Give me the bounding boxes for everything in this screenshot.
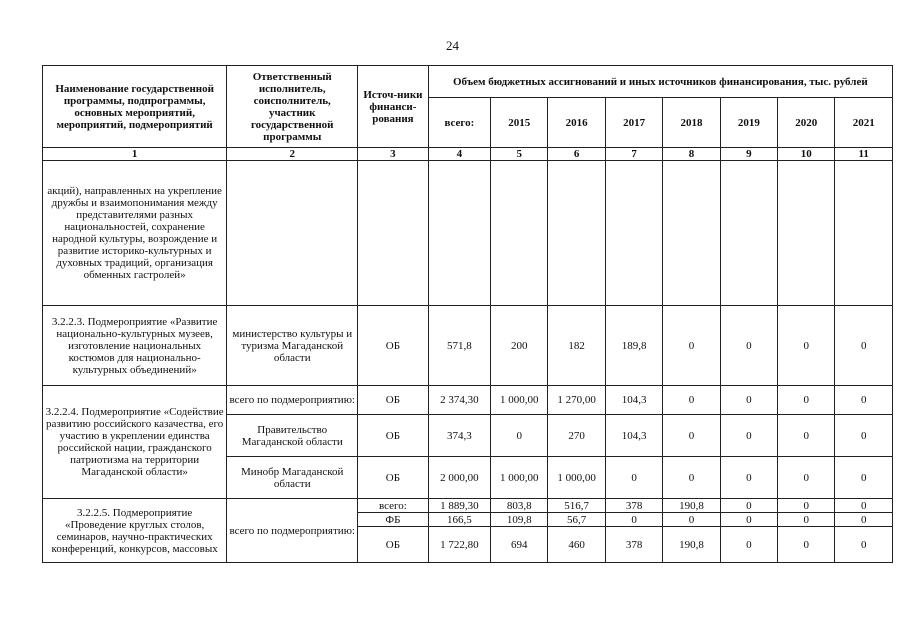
column-index: 11 bbox=[835, 148, 893, 161]
column-index: 9 bbox=[720, 148, 777, 161]
value-cell: 0 bbox=[835, 306, 893, 386]
value-cell: 0 bbox=[605, 457, 662, 499]
value-cell: 378 bbox=[605, 499, 662, 513]
column-index: 2 bbox=[227, 148, 358, 161]
value-cell: 0 bbox=[835, 499, 893, 513]
value-total: 1 722,80 bbox=[428, 527, 490, 563]
value-cell: 109,8 bbox=[491, 513, 548, 527]
value-cell: 516,7 bbox=[548, 499, 605, 513]
table-row bbox=[43, 386, 893, 415]
header-year: 2021 bbox=[835, 98, 893, 148]
header-volume: Объем бюджетных ассигнований и иных источников финансирования, тыс. рублей bbox=[428, 66, 892, 98]
value-cell: 0 bbox=[720, 415, 777, 457]
funding-source: ОБ bbox=[358, 415, 428, 457]
funding-source: ОБ bbox=[358, 386, 428, 415]
value-cell: 182 bbox=[548, 306, 605, 386]
value-cell: 0 bbox=[491, 415, 548, 457]
value-cell: 460 bbox=[548, 527, 605, 563]
value-cell: 270 bbox=[548, 415, 605, 457]
header-name: Наименование государственной программы, подпрограммы, основных мероприятий, мероприятий, подмероприятий bbox=[43, 66, 227, 148]
value-cell: 1 270,00 bbox=[548, 386, 605, 415]
value-cell: 0 bbox=[778, 527, 835, 563]
column-index: 3 bbox=[358, 148, 428, 161]
header-year: 2016 bbox=[548, 98, 605, 148]
value-cell: 0 bbox=[720, 513, 777, 527]
funding-source: ОБ bbox=[358, 306, 428, 386]
column-index: 7 bbox=[605, 148, 662, 161]
header-responsible: Ответственный исполнитель, соисполнитель, участник государственной программы bbox=[227, 66, 358, 148]
value-cell: 0 bbox=[835, 386, 893, 415]
value-cell: 0 bbox=[835, 527, 893, 563]
header-year: 2019 bbox=[720, 98, 777, 148]
column-index: 1 bbox=[43, 148, 227, 161]
column-index: 6 bbox=[548, 148, 605, 161]
column-index: 4 bbox=[428, 148, 490, 161]
responsible: Правительство Магаданской области bbox=[227, 415, 358, 457]
value-cell: 189,8 bbox=[605, 306, 662, 386]
table-row bbox=[43, 499, 893, 513]
funding-source: всего: bbox=[358, 499, 428, 513]
table-row bbox=[43, 161, 893, 306]
value-cell: 0 bbox=[720, 527, 777, 563]
value-cell: 0 bbox=[605, 513, 662, 527]
value-cell: 56,7 bbox=[548, 513, 605, 527]
funding-source: ОБ bbox=[358, 457, 428, 499]
value-cell: 0 bbox=[778, 457, 835, 499]
value-cell: 200 bbox=[491, 306, 548, 386]
value-cell: 0 bbox=[663, 386, 720, 415]
header-year: 2017 bbox=[605, 98, 662, 148]
value-cell: 694 bbox=[491, 527, 548, 563]
value-cell: 104,3 bbox=[605, 386, 662, 415]
value-cell: 0 bbox=[663, 513, 720, 527]
activity-name: 3.2.2.3. Подмероприятие «Развитие национально-культурных музеев, изготовление национальных костюмов для национально-культурных объединений» bbox=[43, 306, 227, 386]
value-cell: 0 bbox=[835, 415, 893, 457]
value-cell: 104,3 bbox=[605, 415, 662, 457]
value-cell: 0 bbox=[778, 386, 835, 415]
value-cell: 0 bbox=[778, 415, 835, 457]
funding-source: ОБ bbox=[358, 527, 428, 563]
header-total: всего: bbox=[428, 98, 490, 148]
value-total: 1 889,30 bbox=[428, 499, 490, 513]
value-cell: 1 000,00 bbox=[491, 386, 548, 415]
value-cell: 0 bbox=[720, 306, 777, 386]
value-total: 2 374,30 bbox=[428, 386, 490, 415]
budget-table bbox=[42, 65, 893, 563]
header-year: 2015 bbox=[491, 98, 548, 148]
value-cell: 0 bbox=[835, 457, 893, 499]
column-index: 10 bbox=[778, 148, 835, 161]
value-cell: 0 bbox=[720, 386, 777, 415]
funding-source: ФБ bbox=[358, 513, 428, 527]
value-cell: 0 bbox=[778, 306, 835, 386]
value-cell: 190,8 bbox=[663, 527, 720, 563]
responsible: Минобр Магаданской области bbox=[227, 457, 358, 499]
value-cell: 0 bbox=[778, 513, 835, 527]
responsible: всего по подмероприятию: bbox=[227, 386, 358, 415]
value-total: 571,8 bbox=[428, 306, 490, 386]
value-cell: 1 000,00 bbox=[548, 457, 605, 499]
value-cell: 0 bbox=[720, 457, 777, 499]
header-source: Источ-ники финанси-рования bbox=[358, 66, 428, 148]
value-cell: 1 000,00 bbox=[491, 457, 548, 499]
value-total: 374,3 bbox=[428, 415, 490, 457]
activity-name: 3.2.2.5. Подмероприятие «Проведение круглых столов, семинаров, научно-практических конференций, конкурсов, массовых bbox=[43, 499, 227, 563]
value-cell: 0 bbox=[835, 513, 893, 527]
continued-name: акций), направленных на укрепление дружбы и взаимопонимания между представителями разных национальностей, сохранение народной культуры, возрождение и развитие историко-культурных и духовных традиций, организация обменных гастролей» bbox=[43, 161, 227, 306]
header-year: 2018 bbox=[663, 98, 720, 148]
value-cell: 0 bbox=[663, 415, 720, 457]
value-total: 2 000,00 bbox=[428, 457, 490, 499]
value-cell: 378 bbox=[605, 527, 662, 563]
column-index: 5 bbox=[491, 148, 548, 161]
value-cell: 0 bbox=[720, 499, 777, 513]
value-cell: 0 bbox=[778, 499, 835, 513]
table-row bbox=[43, 306, 893, 386]
responsible: министерство культуры и туризма Магаданской области bbox=[227, 306, 358, 386]
value-cell: 0 bbox=[663, 306, 720, 386]
value-cell: 190,8 bbox=[663, 499, 720, 513]
responsible: всего по подмероприятию: bbox=[227, 499, 358, 563]
value-cell: 0 bbox=[663, 457, 720, 499]
activity-name: 3.2.2.4. Подмероприятие «Содействие развитию российского казачества, его участию в укреплении единства российской нации, гражданского патриотизма на территории Магаданской области» bbox=[43, 386, 227, 499]
value-cell: 803,8 bbox=[491, 499, 548, 513]
page-number: 24 bbox=[446, 38, 459, 53]
value-total: 166,5 bbox=[428, 513, 490, 527]
column-index: 8 bbox=[663, 148, 720, 161]
header-year: 2020 bbox=[778, 98, 835, 148]
